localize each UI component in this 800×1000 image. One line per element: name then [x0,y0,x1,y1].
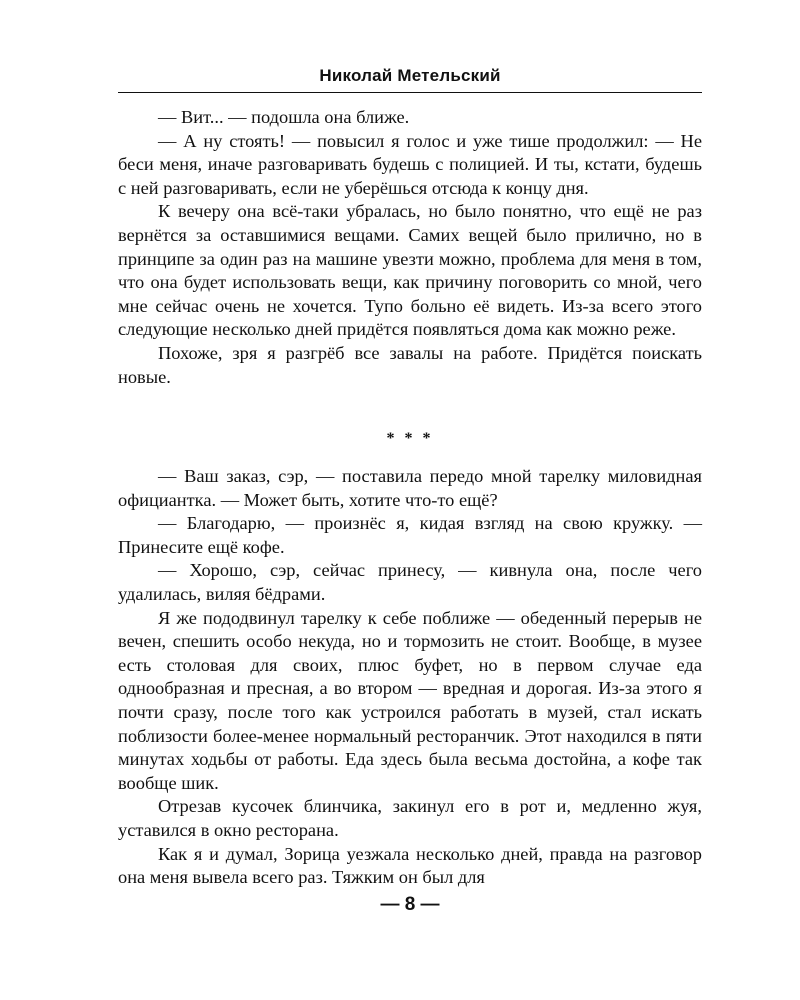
paragraph: Я же пододвинул тарелку к себе поближе — обеденный перерыв не вечен, спешить особо некуда, но и тормозить не стоит. Вообще, в музее есть столовая для своих, плюс буфет, но в первом случае еда однообразная и пресная, а во втором — вредная и дорогая. Из-за этого я почти сразу, после того как устроился работать в музей, стал искать поблизости более-менее нормальный ресторанчик. Этот находился в пяти минутах ходьбы от работы. Еда здесь была весьма достойна, а кофе так вообще шик. [118,607,702,793]
page-number: — 8 — [380,894,440,915]
paragraph: К вечеру она всё-таки убралась, но было понятно, что ещё не раз вернётся за оставшимися вещами. Самих вещей было прилично, но в принципе за один раз на машине увезти можно, проблема для меня в том, что она будет использовать вещи, как причину поговорить со мной, чего мне сейчас очень не хочется. Тупо больно её видеть. Из-за всего этого следующие несколько дней придётся появляться дома как можно реже. [118,201,702,340]
paragraph: Отрезав кусочек блинчика, закинул его в рот и, медленно жуя, уставился в окно ресторана. [118,796,702,840]
header-rule [118,92,702,93]
paragraph: — Благодарю, — произнёс я, кидая взгляд на свою кружку. — Принесите ещё кофе. [118,513,702,557]
paragraph: — Хорошо, сэр, сейчас принесу, — кивнула она, после чего удалилась, виляя бёдрами. [118,560,702,604]
paragraph: — Ваш заказ, сэр, — поставила передо мной тарелку миловидная официантка. — Может быть, хотите что-то ещё? [118,466,702,510]
paragraph: Как я и думал, Зорица уезжала несколько дней, правда на разговор она меня вывела всего раз. Тяжким он был для [118,843,702,888]
paragraph: Похоже, зря я разгрёб все завалы на работе. Придётся поискать новые. [118,342,702,387]
paragraph: — А ну стоять! — повысил я голос и уже тише продолжил: — Не беси меня, иначе разговаривать будешь с полицией. И ты, кстати, будешь с ней разговаривать, если не уберёшься отсюда к концу дня. [118,130,702,198]
text-block-1 [118,106,702,389]
section-separator: * * * [386,430,434,447]
running-head: Николай Метельский [319,66,501,85]
paragraph: — Вит... — подошла она ближе. [158,107,410,127]
text-block-2 [118,465,702,890]
